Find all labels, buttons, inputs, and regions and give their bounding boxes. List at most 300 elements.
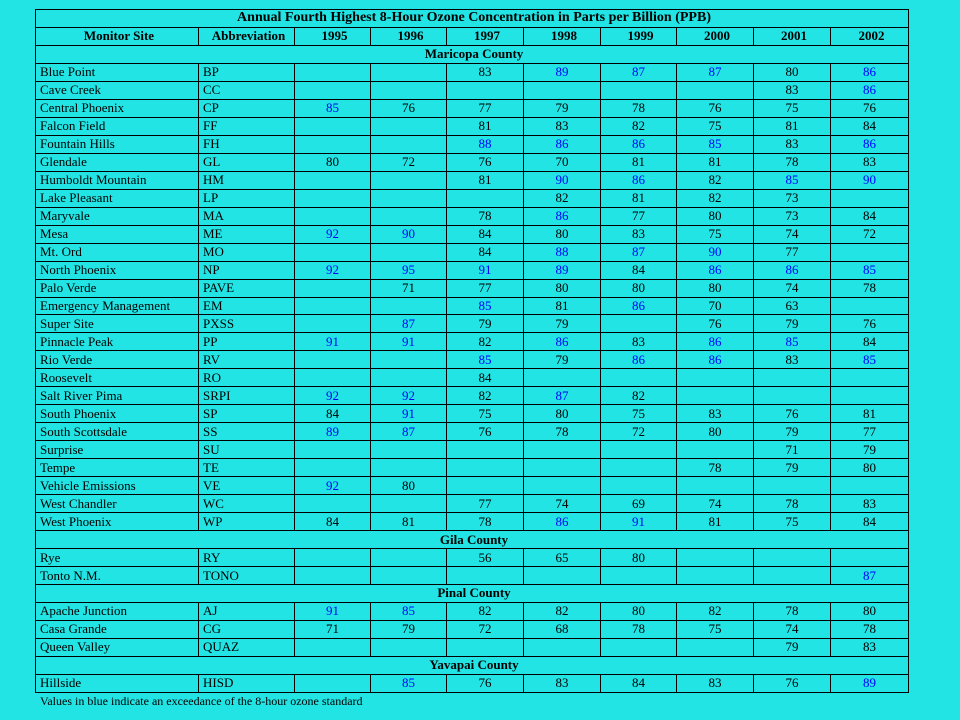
value-cell-2002 xyxy=(831,189,909,207)
monitor-site-cell: Tempe xyxy=(36,459,199,477)
value-cell-1997: 56 xyxy=(447,549,524,567)
value-cell-1995 xyxy=(295,674,371,692)
value-cell-1997 xyxy=(447,459,524,477)
value-cell-2002: 77 xyxy=(831,423,909,441)
value-cell-1996: 85 xyxy=(371,602,447,620)
value-cell-1999: 69 xyxy=(601,495,677,513)
value-cell-1996 xyxy=(371,243,447,261)
value-cell-2000 xyxy=(677,477,754,495)
value-cell-2001: 83 xyxy=(754,351,831,369)
value-cell-2000: 82 xyxy=(677,602,754,620)
value-cell-1996 xyxy=(371,171,447,189)
value-cell-1995 xyxy=(295,81,371,99)
value-cell-1995: 84 xyxy=(295,513,371,531)
value-cell-1997: 81 xyxy=(447,171,524,189)
value-cell-2001: 85 xyxy=(754,333,831,351)
value-cell-1999 xyxy=(601,369,677,387)
header-row xyxy=(36,27,909,45)
value-cell-1998: 79 xyxy=(524,99,601,117)
value-cell-2000 xyxy=(677,549,754,567)
value-cell-2001: 74 xyxy=(754,225,831,243)
abbreviation-cell: HISD xyxy=(199,674,295,692)
table-row xyxy=(36,135,909,153)
value-cell-2002 xyxy=(831,243,909,261)
value-cell-1995: 92 xyxy=(295,225,371,243)
value-cell-2000: 76 xyxy=(677,99,754,117)
ozone-table xyxy=(35,9,909,693)
value-cell-1999: 80 xyxy=(601,549,677,567)
abbreviation-cell: FF xyxy=(199,117,295,135)
value-cell-1997 xyxy=(447,477,524,495)
monitor-site-cell: Mesa xyxy=(36,225,199,243)
value-cell-1996: 87 xyxy=(371,423,447,441)
value-cell-2001: 85 xyxy=(754,171,831,189)
value-cell-1999 xyxy=(601,638,677,656)
table-row xyxy=(36,638,909,656)
monitor-site-cell: Emergency Management xyxy=(36,297,199,315)
monitor-site-cell: Lake Pleasant xyxy=(36,189,199,207)
value-cell-1997: 78 xyxy=(447,513,524,531)
value-cell-2001: 81 xyxy=(754,117,831,135)
abbreviation-cell: PAVE xyxy=(199,279,295,297)
value-cell-2001: 79 xyxy=(754,459,831,477)
value-cell-2001: 73 xyxy=(754,189,831,207)
value-cell-2000: 86 xyxy=(677,261,754,279)
monitor-site-cell: West Chandler xyxy=(36,495,199,513)
value-cell-1998 xyxy=(524,638,601,656)
value-cell-1995: 91 xyxy=(295,333,371,351)
value-cell-2000: 76 xyxy=(677,315,754,333)
value-cell-1999: 80 xyxy=(601,602,677,620)
value-cell-1995 xyxy=(295,351,371,369)
value-cell-1997: 85 xyxy=(447,351,524,369)
county-heading: Yavapai County xyxy=(36,656,909,674)
value-cell-2001 xyxy=(754,477,831,495)
value-cell-2002 xyxy=(831,477,909,495)
value-cell-1999 xyxy=(601,567,677,585)
value-cell-2000: 81 xyxy=(677,513,754,531)
value-cell-1996 xyxy=(371,63,447,81)
abbreviation-cell: SRPI xyxy=(199,387,295,405)
value-cell-1997: 85 xyxy=(447,297,524,315)
footnote: Values in blue indicate an exceedance of the 8-hour ozone standard xyxy=(40,694,363,708)
value-cell-1998: 86 xyxy=(524,135,601,153)
county-heading: Gila County xyxy=(36,531,909,549)
value-cell-2002: 76 xyxy=(831,99,909,117)
table-row xyxy=(36,261,909,279)
value-cell-2001: 74 xyxy=(754,620,831,638)
value-cell-1998: 83 xyxy=(524,674,601,692)
county-row xyxy=(36,531,909,549)
table-row xyxy=(36,81,909,99)
value-cell-1996 xyxy=(371,567,447,585)
value-cell-1997: 81 xyxy=(447,117,524,135)
value-cell-1995 xyxy=(295,279,371,297)
value-cell-1999: 83 xyxy=(601,225,677,243)
value-cell-1999 xyxy=(601,315,677,333)
header-year-2002: 2002 xyxy=(831,27,909,45)
monitor-site-cell: Fountain Hills xyxy=(36,135,199,153)
value-cell-1997: 76 xyxy=(447,423,524,441)
value-cell-1997: 84 xyxy=(447,369,524,387)
value-cell-1999: 87 xyxy=(601,243,677,261)
value-cell-2000: 80 xyxy=(677,423,754,441)
header-abbreviation: Abbreviation xyxy=(199,27,295,45)
value-cell-1995 xyxy=(295,243,371,261)
value-cell-1999: 78 xyxy=(601,620,677,638)
value-cell-1995 xyxy=(295,315,371,333)
county-row xyxy=(36,656,909,674)
value-cell-2001: 79 xyxy=(754,423,831,441)
value-cell-1996 xyxy=(371,441,447,459)
value-cell-1995 xyxy=(295,117,371,135)
table-row xyxy=(36,351,909,369)
table-row xyxy=(36,459,909,477)
monitor-site-cell: Casa Grande xyxy=(36,620,199,638)
value-cell-1998 xyxy=(524,441,601,459)
value-cell-1996: 71 xyxy=(371,279,447,297)
value-cell-1996: 80 xyxy=(371,477,447,495)
value-cell-1998 xyxy=(524,477,601,495)
monitor-site-cell: Rio Verde xyxy=(36,351,199,369)
value-cell-1996 xyxy=(371,638,447,656)
title-row xyxy=(36,10,909,28)
value-cell-1995: 92 xyxy=(295,477,371,495)
value-cell-1999: 86 xyxy=(601,351,677,369)
value-cell-1997 xyxy=(447,441,524,459)
header-monitor-site: Monitor Site xyxy=(36,27,199,45)
value-cell-2002 xyxy=(831,549,909,567)
value-cell-1998: 83 xyxy=(524,117,601,135)
monitor-site-cell: Tonto N.M. xyxy=(36,567,199,585)
county-row xyxy=(36,45,909,63)
monitor-site-cell: Apache Junction xyxy=(36,602,199,620)
table-row xyxy=(36,620,909,638)
county-heading: Maricopa County xyxy=(36,45,909,63)
value-cell-2001 xyxy=(754,387,831,405)
value-cell-1998: 79 xyxy=(524,351,601,369)
value-cell-1999: 81 xyxy=(601,153,677,171)
value-cell-1999: 81 xyxy=(601,189,677,207)
value-cell-2000: 83 xyxy=(677,405,754,423)
value-cell-2000: 90 xyxy=(677,243,754,261)
value-cell-1995 xyxy=(295,63,371,81)
header-year-1997: 1997 xyxy=(447,27,524,45)
value-cell-1999: 87 xyxy=(601,63,677,81)
value-cell-1996 xyxy=(371,549,447,567)
header-year-2001: 2001 xyxy=(754,27,831,45)
table-row xyxy=(36,602,909,620)
monitor-site-cell: Queen Valley xyxy=(36,638,199,656)
monitor-site-cell: Super Site xyxy=(36,315,199,333)
value-cell-1999: 82 xyxy=(601,387,677,405)
abbreviation-cell: RY xyxy=(199,549,295,567)
value-cell-2001: 86 xyxy=(754,261,831,279)
abbreviation-cell: LP xyxy=(199,189,295,207)
abbreviation-cell: CG xyxy=(199,620,295,638)
value-cell-2000: 81 xyxy=(677,153,754,171)
table-row xyxy=(36,387,909,405)
value-cell-1999: 86 xyxy=(601,297,677,315)
value-cell-1998: 82 xyxy=(524,602,601,620)
value-cell-1996 xyxy=(371,369,447,387)
monitor-site-cell: Glendale xyxy=(36,153,199,171)
value-cell-2000: 83 xyxy=(677,674,754,692)
value-cell-1996 xyxy=(371,117,447,135)
value-cell-1996 xyxy=(371,351,447,369)
value-cell-1996: 87 xyxy=(371,315,447,333)
abbreviation-cell: EM xyxy=(199,297,295,315)
abbreviation-cell: MA xyxy=(199,207,295,225)
value-cell-1999 xyxy=(601,459,677,477)
value-cell-1997: 82 xyxy=(447,387,524,405)
value-cell-1995 xyxy=(295,369,371,387)
value-cell-2000 xyxy=(677,369,754,387)
value-cell-1995 xyxy=(295,567,371,585)
value-cell-2002: 83 xyxy=(831,495,909,513)
value-cell-1995: 85 xyxy=(295,99,371,117)
value-cell-1995: 92 xyxy=(295,387,371,405)
value-cell-2002: 87 xyxy=(831,567,909,585)
value-cell-2001 xyxy=(754,549,831,567)
value-cell-1999: 75 xyxy=(601,405,677,423)
value-cell-1996: 92 xyxy=(371,387,447,405)
header-year-2000: 2000 xyxy=(677,27,754,45)
abbreviation-cell: SS xyxy=(199,423,295,441)
value-cell-1998: 86 xyxy=(524,333,601,351)
value-cell-2000: 80 xyxy=(677,207,754,225)
value-cell-2002: 76 xyxy=(831,315,909,333)
value-cell-2002: 79 xyxy=(831,441,909,459)
value-cell-2001: 75 xyxy=(754,513,831,531)
monitor-site-cell: Vehicle Emissions xyxy=(36,477,199,495)
value-cell-1998: 86 xyxy=(524,207,601,225)
value-cell-1997: 88 xyxy=(447,135,524,153)
table-row xyxy=(36,297,909,315)
monitor-site-cell: Roosevelt xyxy=(36,369,199,387)
table-row xyxy=(36,207,909,225)
monitor-site-cell: Falcon Field xyxy=(36,117,199,135)
table-title: Annual Fourth Highest 8-Hour Ozone Concentration in Parts per Billion (PPB) xyxy=(36,10,909,28)
value-cell-1996: 91 xyxy=(371,333,447,351)
header-year-1998: 1998 xyxy=(524,27,601,45)
value-cell-1997: 82 xyxy=(447,333,524,351)
value-cell-2000: 75 xyxy=(677,225,754,243)
header-year-1999: 1999 xyxy=(601,27,677,45)
value-cell-2000: 82 xyxy=(677,189,754,207)
value-cell-1995: 89 xyxy=(295,423,371,441)
value-cell-2000: 78 xyxy=(677,459,754,477)
value-cell-2002 xyxy=(831,387,909,405)
monitor-site-cell: Humboldt Mountain xyxy=(36,171,199,189)
value-cell-2000 xyxy=(677,638,754,656)
value-cell-1999 xyxy=(601,441,677,459)
value-cell-2002: 80 xyxy=(831,459,909,477)
table-row xyxy=(36,513,909,531)
value-cell-2002: 72 xyxy=(831,225,909,243)
monitor-site-cell: West Phoenix xyxy=(36,513,199,531)
value-cell-2000: 87 xyxy=(677,63,754,81)
value-cell-1999: 84 xyxy=(601,674,677,692)
value-cell-1995: 84 xyxy=(295,405,371,423)
value-cell-1999: 84 xyxy=(601,261,677,279)
value-cell-1998 xyxy=(524,81,601,99)
value-cell-1999: 91 xyxy=(601,513,677,531)
table-body xyxy=(36,10,909,693)
value-cell-1996: 76 xyxy=(371,99,447,117)
value-cell-2002 xyxy=(831,369,909,387)
value-cell-1995 xyxy=(295,638,371,656)
monitor-site-cell: South Scottsdale xyxy=(36,423,199,441)
abbreviation-cell: AJ xyxy=(199,602,295,620)
value-cell-2000: 86 xyxy=(677,351,754,369)
monitor-site-cell: Hillside xyxy=(36,674,199,692)
value-cell-1997: 84 xyxy=(447,243,524,261)
table-row xyxy=(36,423,909,441)
value-cell-2002: 84 xyxy=(831,117,909,135)
value-cell-1999 xyxy=(601,477,677,495)
value-cell-1997: 75 xyxy=(447,405,524,423)
monitor-site-cell: North Phoenix xyxy=(36,261,199,279)
value-cell-2000 xyxy=(677,567,754,585)
value-cell-1995 xyxy=(295,135,371,153)
table-row xyxy=(36,153,909,171)
value-cell-1996 xyxy=(371,297,447,315)
table-row xyxy=(36,225,909,243)
table-row xyxy=(36,441,909,459)
value-cell-1995 xyxy=(295,441,371,459)
value-cell-1997: 91 xyxy=(447,261,524,279)
table-row xyxy=(36,99,909,117)
abbreviation-cell: NP xyxy=(199,261,295,279)
abbreviation-cell: FH xyxy=(199,135,295,153)
value-cell-1996: 81 xyxy=(371,513,447,531)
value-cell-2000: 85 xyxy=(677,135,754,153)
monitor-site-cell: Surprise xyxy=(36,441,199,459)
value-cell-1996: 91 xyxy=(371,405,447,423)
value-cell-2002: 86 xyxy=(831,81,909,99)
value-cell-2001: 74 xyxy=(754,279,831,297)
value-cell-1999: 83 xyxy=(601,333,677,351)
value-cell-2001: 79 xyxy=(754,638,831,656)
value-cell-1995: 71 xyxy=(295,620,371,638)
value-cell-2000: 75 xyxy=(677,620,754,638)
table-row xyxy=(36,171,909,189)
value-cell-2000 xyxy=(677,81,754,99)
value-cell-2001 xyxy=(754,567,831,585)
value-cell-1997: 76 xyxy=(447,153,524,171)
value-cell-1996 xyxy=(371,207,447,225)
value-cell-1997 xyxy=(447,189,524,207)
value-cell-1998 xyxy=(524,567,601,585)
value-cell-2001: 76 xyxy=(754,405,831,423)
header-year-1995: 1995 xyxy=(295,27,371,45)
value-cell-2002: 84 xyxy=(831,333,909,351)
value-cell-2002: 81 xyxy=(831,405,909,423)
value-cell-1996: 72 xyxy=(371,153,447,171)
value-cell-1995 xyxy=(295,549,371,567)
table-row xyxy=(36,477,909,495)
value-cell-1997: 78 xyxy=(447,207,524,225)
value-cell-1998: 68 xyxy=(524,620,601,638)
value-cell-1995: 80 xyxy=(295,153,371,171)
monitor-site-cell: Blue Point xyxy=(36,63,199,81)
value-cell-1997: 79 xyxy=(447,315,524,333)
value-cell-1998: 80 xyxy=(524,225,601,243)
abbreviation-cell: PP xyxy=(199,333,295,351)
value-cell-1997 xyxy=(447,81,524,99)
value-cell-1996: 95 xyxy=(371,261,447,279)
value-cell-2002: 86 xyxy=(831,135,909,153)
county-row xyxy=(36,585,909,603)
value-cell-1998: 78 xyxy=(524,423,601,441)
abbreviation-cell: WP xyxy=(199,513,295,531)
value-cell-2000: 75 xyxy=(677,117,754,135)
monitor-site-cell: Salt River Pima xyxy=(36,387,199,405)
value-cell-2002: 85 xyxy=(831,261,909,279)
abbreviation-cell: VE xyxy=(199,477,295,495)
abbreviation-cell: QUAZ xyxy=(199,638,295,656)
value-cell-2001: 79 xyxy=(754,315,831,333)
value-cell-1998: 74 xyxy=(524,495,601,513)
table-row xyxy=(36,333,909,351)
value-cell-1996 xyxy=(371,495,447,513)
value-cell-1997: 84 xyxy=(447,225,524,243)
value-cell-2002: 78 xyxy=(831,620,909,638)
monitor-site-cell: Maryvale xyxy=(36,207,199,225)
value-cell-1997: 77 xyxy=(447,279,524,297)
value-cell-1997: 83 xyxy=(447,63,524,81)
value-cell-1999: 86 xyxy=(601,171,677,189)
monitor-site-cell: Mt. Ord xyxy=(36,243,199,261)
abbreviation-cell: HM xyxy=(199,171,295,189)
value-cell-1995 xyxy=(295,459,371,477)
value-cell-2001: 83 xyxy=(754,135,831,153)
value-cell-2002: 84 xyxy=(831,513,909,531)
abbreviation-cell: SP xyxy=(199,405,295,423)
value-cell-1998: 79 xyxy=(524,315,601,333)
value-cell-2001: 75 xyxy=(754,99,831,117)
value-cell-2001: 76 xyxy=(754,674,831,692)
value-cell-1999: 78 xyxy=(601,99,677,117)
value-cell-2000: 80 xyxy=(677,279,754,297)
value-cell-1997: 72 xyxy=(447,620,524,638)
monitor-site-cell: Rye xyxy=(36,549,199,567)
abbreviation-cell: RO xyxy=(199,369,295,387)
value-cell-1997: 76 xyxy=(447,674,524,692)
value-cell-1998: 90 xyxy=(524,171,601,189)
value-cell-1999 xyxy=(601,81,677,99)
abbreviation-cell: TE xyxy=(199,459,295,477)
value-cell-1998: 88 xyxy=(524,243,601,261)
value-cell-1996 xyxy=(371,135,447,153)
value-cell-2001: 83 xyxy=(754,81,831,99)
value-cell-2001: 80 xyxy=(754,63,831,81)
value-cell-2002: 84 xyxy=(831,207,909,225)
value-cell-1996 xyxy=(371,189,447,207)
value-cell-1996: 85 xyxy=(371,674,447,692)
value-cell-1998: 86 xyxy=(524,513,601,531)
value-cell-1996 xyxy=(371,81,447,99)
value-cell-1999: 72 xyxy=(601,423,677,441)
value-cell-1998: 65 xyxy=(524,549,601,567)
monitor-site-cell: South Phoenix xyxy=(36,405,199,423)
value-cell-2001: 78 xyxy=(754,602,831,620)
value-cell-2000 xyxy=(677,441,754,459)
table-row xyxy=(36,315,909,333)
table-row xyxy=(36,117,909,135)
value-cell-1998: 89 xyxy=(524,261,601,279)
